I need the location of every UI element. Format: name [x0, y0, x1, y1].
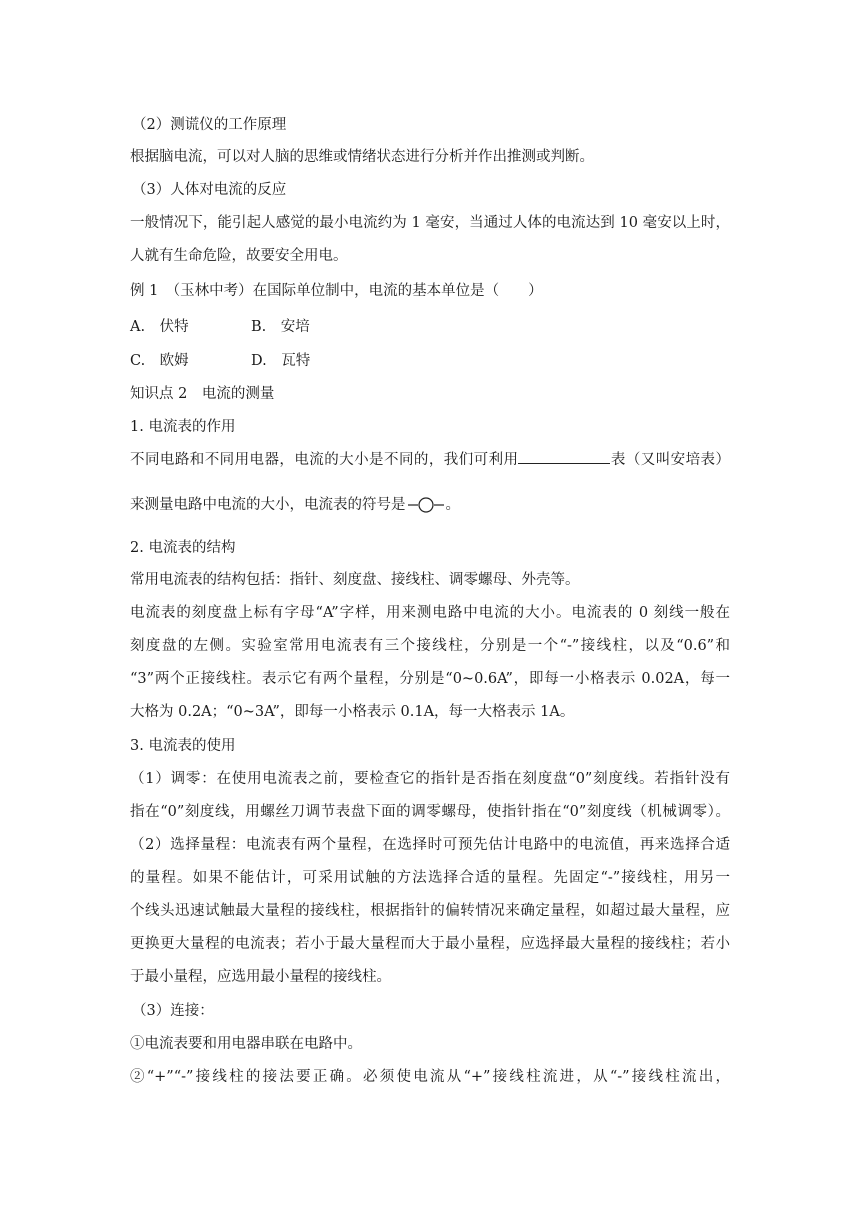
paragraph-range-2: 的量程。如果不能估计，可采用试触的方法选择合适的量程。先固定“-”接线柱，用另一 [130, 870, 730, 886]
paragraph-scale-2: 刻度盘的左侧。实验室常用电流表有三个接线柱，分别是一个“-”接线柱，以及“0.6”和 [130, 638, 730, 654]
example-question: 例 1 （玉林中考）在国际单位制中，电流的基本单位是（ ） [130, 283, 543, 299]
paragraph-brain-current: 根据脑电流，可以对人脑的思维或情绪状态进行分析并作出推测或判断。 [130, 149, 594, 165]
paragraph-zeroing-2: 指在“0”刻度线，用螺丝刀调节表盘下面的调零螺母，使指针指在“0”刻度线（机械调零）。 [130, 804, 730, 820]
option-d: D. 瓦特 [251, 353, 311, 369]
heading-ammeter-use: 3. 电流表的使用 [130, 738, 236, 754]
option-c: C. 欧姆 [130, 353, 189, 369]
paragraph-ammeter-symbol [130, 493, 460, 514]
paragraph-range-3: 个线头迅速试触最大量程的接线柱，根据指针的偏转情况来确定量程，如超过最大量程，应 [130, 903, 730, 919]
text-segment: 来测量电路中电流的大小，电流表的符号是 [130, 497, 406, 513]
subheading-body-reaction: （3）人体对电流的反应 [132, 182, 287, 198]
fill-in-blank [518, 450, 610, 464]
ammeter-symbol-icon [408, 497, 444, 513]
heading-ammeter-function: 1. 电流表的作用 [130, 419, 236, 435]
text-segment: 。 [445, 497, 460, 513]
paragraph-scale-1: 电流表的刻度盘上标有字母“A”字样，用来测电路中电流的大小。电流表的 0 刻线一般在 [130, 605, 730, 621]
subheading-lie-detector: （2）测谎仪的工作原理 [132, 117, 287, 133]
subheading-connection: （3）连接： [132, 1003, 214, 1019]
text-segment: 表（又叫安培表） [610, 452, 730, 468]
paragraph-safety: 人就有生命危险，故要安全用电。 [130, 248, 348, 264]
text-segment: 不同电路和不同用电器，电流的大小是不同的，我们可利用 [130, 452, 519, 468]
paragraph-zeroing-1: （1）调零：在使用电流表之前，要检查它的指针是否指在刻度盘“0”刻度线。若指针没有 [130, 771, 730, 787]
paragraph-scale-4: 大格为 0.2A；“0~3A”，即每一小格表示 0.1A，每一大格表示 1A。 [130, 704, 575, 720]
option-b: B. 安培 [251, 319, 310, 335]
paragraph-terminal-direction: ②“+”“-”接线柱的接法要正确。必须使电流从“+”接线柱流进，从“-”接线柱流出， [130, 1069, 730, 1085]
paragraph-ammeter-usage [130, 448, 730, 469]
paragraph-current-threshold: 一般情况下，能引起人感觉的最小电流约为 1 毫安，当通过人体的电流达到 10 毫安以上时， [130, 215, 730, 231]
heading-ammeter-structure: 2. 电流表的结构 [130, 540, 236, 556]
paragraph-scale-3: “3”两个正接线柱。表示它有两个量程，分别是“0~0.6A”，即每一小格表示 0.02A，每一 [130, 671, 730, 687]
paragraph-series-connection: ①电流表要和用电器串联在电路中。 [130, 1036, 362, 1052]
paragraph-structure-parts: 常用电流表的结构包括：指针、刻度盘、接线柱、调零螺母、外壳等。 [130, 572, 580, 588]
paragraph-range-5: 于最小量程，应选用最小量程的接线柱。 [130, 969, 391, 985]
paragraph-range-1: （2）选择量程：电流表有两个量程，在选择时可预先估计电路中的电流值，再来选择合适 [130, 837, 730, 853]
option-a: A. 伏特 [130, 319, 189, 335]
section-heading-measurement: 知识点 2 电流的测量 [130, 386, 275, 402]
paragraph-range-4: 更换更大量程的电流表；若小于最大量程而大于最小量程，应选择最大量程的接线柱；若小 [130, 936, 730, 952]
